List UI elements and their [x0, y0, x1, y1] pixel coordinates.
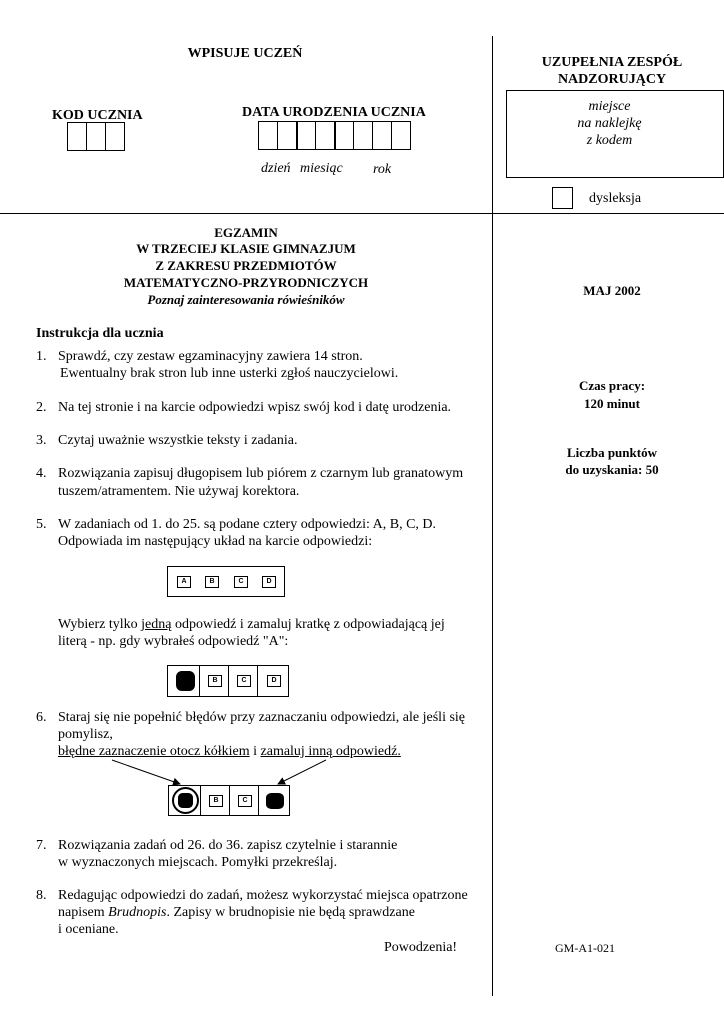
item-text: Staraj się nie popełnić błędów przy zaznaczaniu odpowiedzi, ale jeśli się: [58, 710, 466, 725]
option-c: C: [237, 675, 251, 687]
item-text: napisem Brudnopis. Zapisy w brudnopisie nie będą sprawdzane: [58, 905, 415, 920]
exam-title-2: W TRZECIEJ KLASIE GIMNAZJUM: [136, 241, 356, 256]
item-number: 1.: [36, 349, 47, 364]
item-text: Redagując odpowiedzi do zadań, możesz wykorzystać miejsca opatrzone: [58, 888, 468, 903]
item-text: pomylisz,: [58, 727, 113, 742]
item-number: 2.: [36, 400, 47, 415]
exam-subtitle: Poznaj zainteresowania rówieśników: [147, 292, 345, 307]
item-text: Rozwiązania zadań od 26. do 36. zapisz czytelnie i starannie: [58, 838, 398, 853]
left-header-title: WPISUJE UCZEŃ: [187, 46, 303, 61]
miesiac-label: miesiąc: [300, 161, 343, 176]
sticker-text-1: miejsce: [588, 99, 631, 114]
exam-code: GM-A1-021: [555, 941, 615, 955]
option-c: C: [238, 795, 252, 807]
option-b: B: [209, 795, 223, 807]
instructions-heading: Instrukcja dla ucznia: [36, 326, 164, 341]
filled-mark: [178, 793, 193, 808]
exam-title-4: MATEMATYCZNO-PRZYRODNICZYCH: [123, 275, 369, 290]
option-c: C: [234, 576, 248, 588]
item-text: błędne zaznaczenie otocz kółkiem i zamaluj inną odpowiedź.: [58, 744, 401, 759]
right-header-title-1: UZUPEŁNIA ZESPÓŁ: [541, 55, 683, 70]
sticker-text-2: na naklejkę: [577, 116, 642, 131]
points-label: Liczba punktów: [567, 445, 657, 460]
correction-example: [168, 785, 290, 816]
dysleksja-label: dysleksja: [589, 191, 642, 206]
item-text: Rozwiązania zapisuj długopisem lub piórem z czarnym lub granatowym: [58, 466, 464, 481]
wybierz-line-1: Wybierz tylko jedną odpowiedź i zamaluj kratkę z odpowiadającą jej: [58, 617, 445, 632]
item-text: Sprawdź, czy zestaw egzaminacyjny zawiera 14 stron.: [58, 349, 363, 364]
option-d: D: [262, 576, 276, 588]
item-text: Odpowiada im następujący układ na karcie odpowiedzi:: [58, 534, 373, 549]
arrow-to-circle: [112, 760, 180, 784]
option-d: D: [267, 675, 281, 687]
sticker-text-3: z kodem: [586, 133, 633, 148]
item-text: Czytaj uważnie wszystkie teksty i zadania.: [58, 433, 298, 448]
exam-title-1: EGZAMIN: [214, 225, 278, 240]
item-number: 8.: [36, 888, 47, 903]
exam-title-3: Z ZAKRESU PRZEDMIOTÓW: [155, 258, 337, 273]
item-number: 7.: [36, 838, 47, 853]
item-text: Ewentualny brak stron lub inne usterki zgłoś nauczycielowi.: [60, 366, 399, 381]
time-value: 120 minut: [584, 396, 640, 411]
item-text: tuszem/atramentem. Nie używaj korektora.: [58, 484, 300, 499]
rok-label: rok: [373, 162, 392, 177]
item-number: 6.: [36, 710, 47, 725]
option-b: B: [208, 675, 222, 687]
exam-date: MAJ 2002: [583, 283, 641, 298]
item-number: 3.: [36, 433, 47, 448]
time-label: Czas pracy:: [578, 378, 646, 393]
wybierz-line-2: literą - np. gdy wybrałeś odpowiedź "A":: [58, 634, 289, 649]
item-text: w wyznaczonych miejscach. Pomyłki przekreślaj.: [58, 855, 338, 870]
dzien-label: dzień: [261, 161, 291, 176]
item-text: Na tej stronie i na karcie odpowiedzi wpisz swój kod i datę urodzenia.: [58, 400, 452, 415]
good-luck: Powodzenia!: [384, 940, 458, 955]
arrow-to-filled: [278, 760, 326, 784]
points-value: do uzyskania: 50: [565, 462, 659, 477]
item-text: W zadaniach od 1. do 25. są podane cztery odpowiedzi: A, B, C, D.: [58, 517, 437, 532]
data-urodzenia-label: DATA URODZENIA UCZNIA: [242, 105, 426, 120]
option-a: A: [177, 576, 191, 588]
item-number: 5.: [36, 517, 47, 532]
option-b: B: [205, 576, 219, 588]
kod-ucznia-label: KOD UCZNIA: [52, 108, 143, 123]
right-header-title-2: NADZORUJĄCY: [557, 72, 667, 87]
item-text: i oceniane.: [58, 922, 119, 937]
item-number: 4.: [36, 466, 47, 481]
filled-mark: [266, 793, 284, 809]
